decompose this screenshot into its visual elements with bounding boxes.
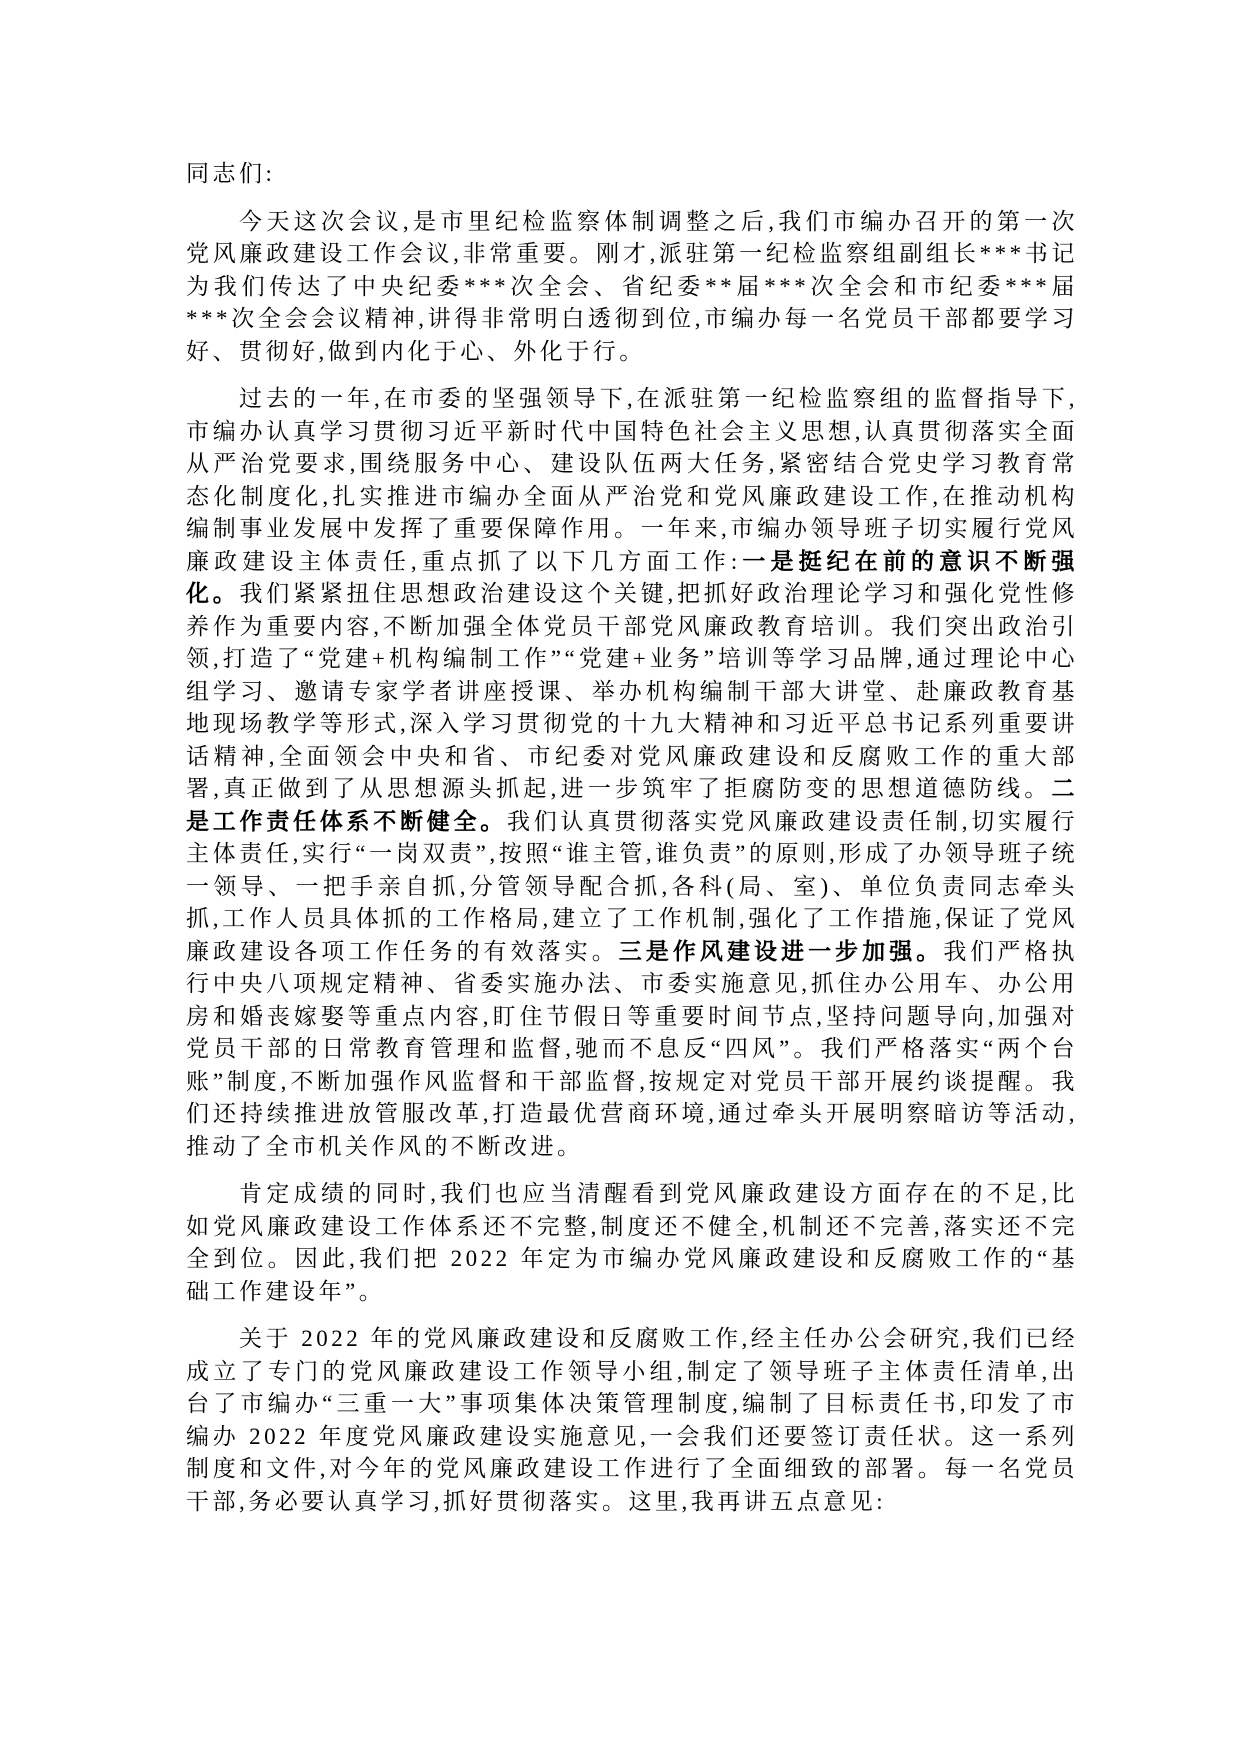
paragraph — [186, 1323, 1078, 1518]
text-run: 我们紧紧扭住思想政治建设这个关键,把抓好政治理论学习和强化党性修养作为重要内容,不断加强全体党员干部党风廉政教育培训。我们突出政治引领,打造了“党建+机构编制工作”“党建+业务”培训等学习品牌,通过理论中心组学习、邀请专家学者讲座授课、举办机构编制干部大讲堂、赴廉政教育基地现场教学等形式,深入学习贯彻党的十九大精神和习近平总书记系列重要讲话精神,全面领会中央和省、市纪委对党风廉政建设和反腐败工作的重大部署,真正做到了从思想源头抓起,进一步筑牢了拒腐防变的思想道德防线。 — [186, 581, 1078, 801]
bold-heading-run: 二是工作责任体系不断健全。 — [186, 776, 1078, 834]
bold-heading-run: 一是挺纪在前的意识不断强化。 — [186, 548, 1079, 606]
text-run: 过去的一年,在市委的坚强领导下,在派驻第一纪检监察组的监督指导下,市编办认真学习贯彻习近平新时代中国特色社会主义思想,认真贯彻落实全面从严治党要求,围绕服务中心、建设队伍两大任务,紧密结合党史学习教育常态化制度化,扎实推进市编办全面从严治党和党风廉政建设工作,在推动机构编制事业发展中发挥了重要保障作用。一年来,市编办领导班子切实履行党风廉政建设主体责任,重点抓了以下几方面工作: — [186, 386, 1078, 574]
document-content — [186, 158, 1078, 1533]
document-paragraphs — [186, 206, 1078, 1519]
paragraph — [186, 206, 1078, 369]
text-run: 今天这次会议,是市里纪检监察体制调整之后,我们市编办召开的第一次党风廉政建设工作会议,非常重要。刚才,派驻第一纪检监察组副组长***书记为我们传达了中央纪委***次全会、省纪委**届***次全会和市纪委***届***次全会会议精神,讲得非常明白透彻到位,市编办每一名党员干部都要学习好、贯彻好,做到内化于心、外化于行。 — [186, 208, 1078, 364]
paragraph — [186, 1178, 1078, 1308]
paragraph — [186, 383, 1078, 1163]
bold-heading-run: 三是作风建设进一步加强。 — [618, 938, 944, 964]
text-run: 我们认真贯彻落实党风廉政建设责任制,切实履行主体责任,实行“一岗双责”,按照“谁主管,谁负责”的原则,形成了办领导班子统一领导、一把手亲自抓,分管领导配合抓,各科(局、室)、单位负责同志牵头抓,工作人员具体抓的工作格局,建立了工作机制,强化了工作措施,保证了党风廉政建设各项工作任务的有效落实。 — [186, 808, 1078, 964]
text-run: 我们严格执行中央八项规定精神、省委实施办法、市委实施意见,抓住办公用车、办公用房和婚丧嫁娶等重点内容,盯住节假日等重要时间节点,坚持问题导向,加强对党员干部的日常教育管理和监督,驰而不息反“四风”。我们严格落实“两个台账”制度,不断加强作风监督和干部监督,按规定对党员干部开展约谈提醒。我们还持续推进放管服改革,打造最优营商环境,通过牵头开展明察暗访等活动,推动了全市机关作风的不断改进。 — [186, 938, 1078, 1159]
text-run: 关于 2022 年的党风廉政建设和反腐败工作,经主任办公会研究,我们已经成立了专门的党风廉政建设工作领导小组,制定了领导班子主体责任清单,出台了市编办“三重一大”事项集体决策管理制度,编制了目标责任书,印发了市编办 2022 年度党风廉政建设实施意见,一会我们还要签订责任状。这一系列制度和文件,对今年的党风廉政建设工作进行了全面细致的部署。每一名党员干部,务必要认真学习,抓好贯彻落实。这里,我再讲五点意见: — [186, 1326, 1078, 1514]
salutation: 同志们: — [186, 161, 276, 186]
text-run: 肯定成绩的同时,我们也应当清醒看到党风廉政建设方面存在的不足,比如党风廉政建设工作体系还不完整,制度还不健全,机制还不完善,落实还不完全到位。因此,我们把 2022 年定为市编办党风廉政建设和反腐败工作的“基础工作建设年”。 — [186, 1181, 1078, 1304]
